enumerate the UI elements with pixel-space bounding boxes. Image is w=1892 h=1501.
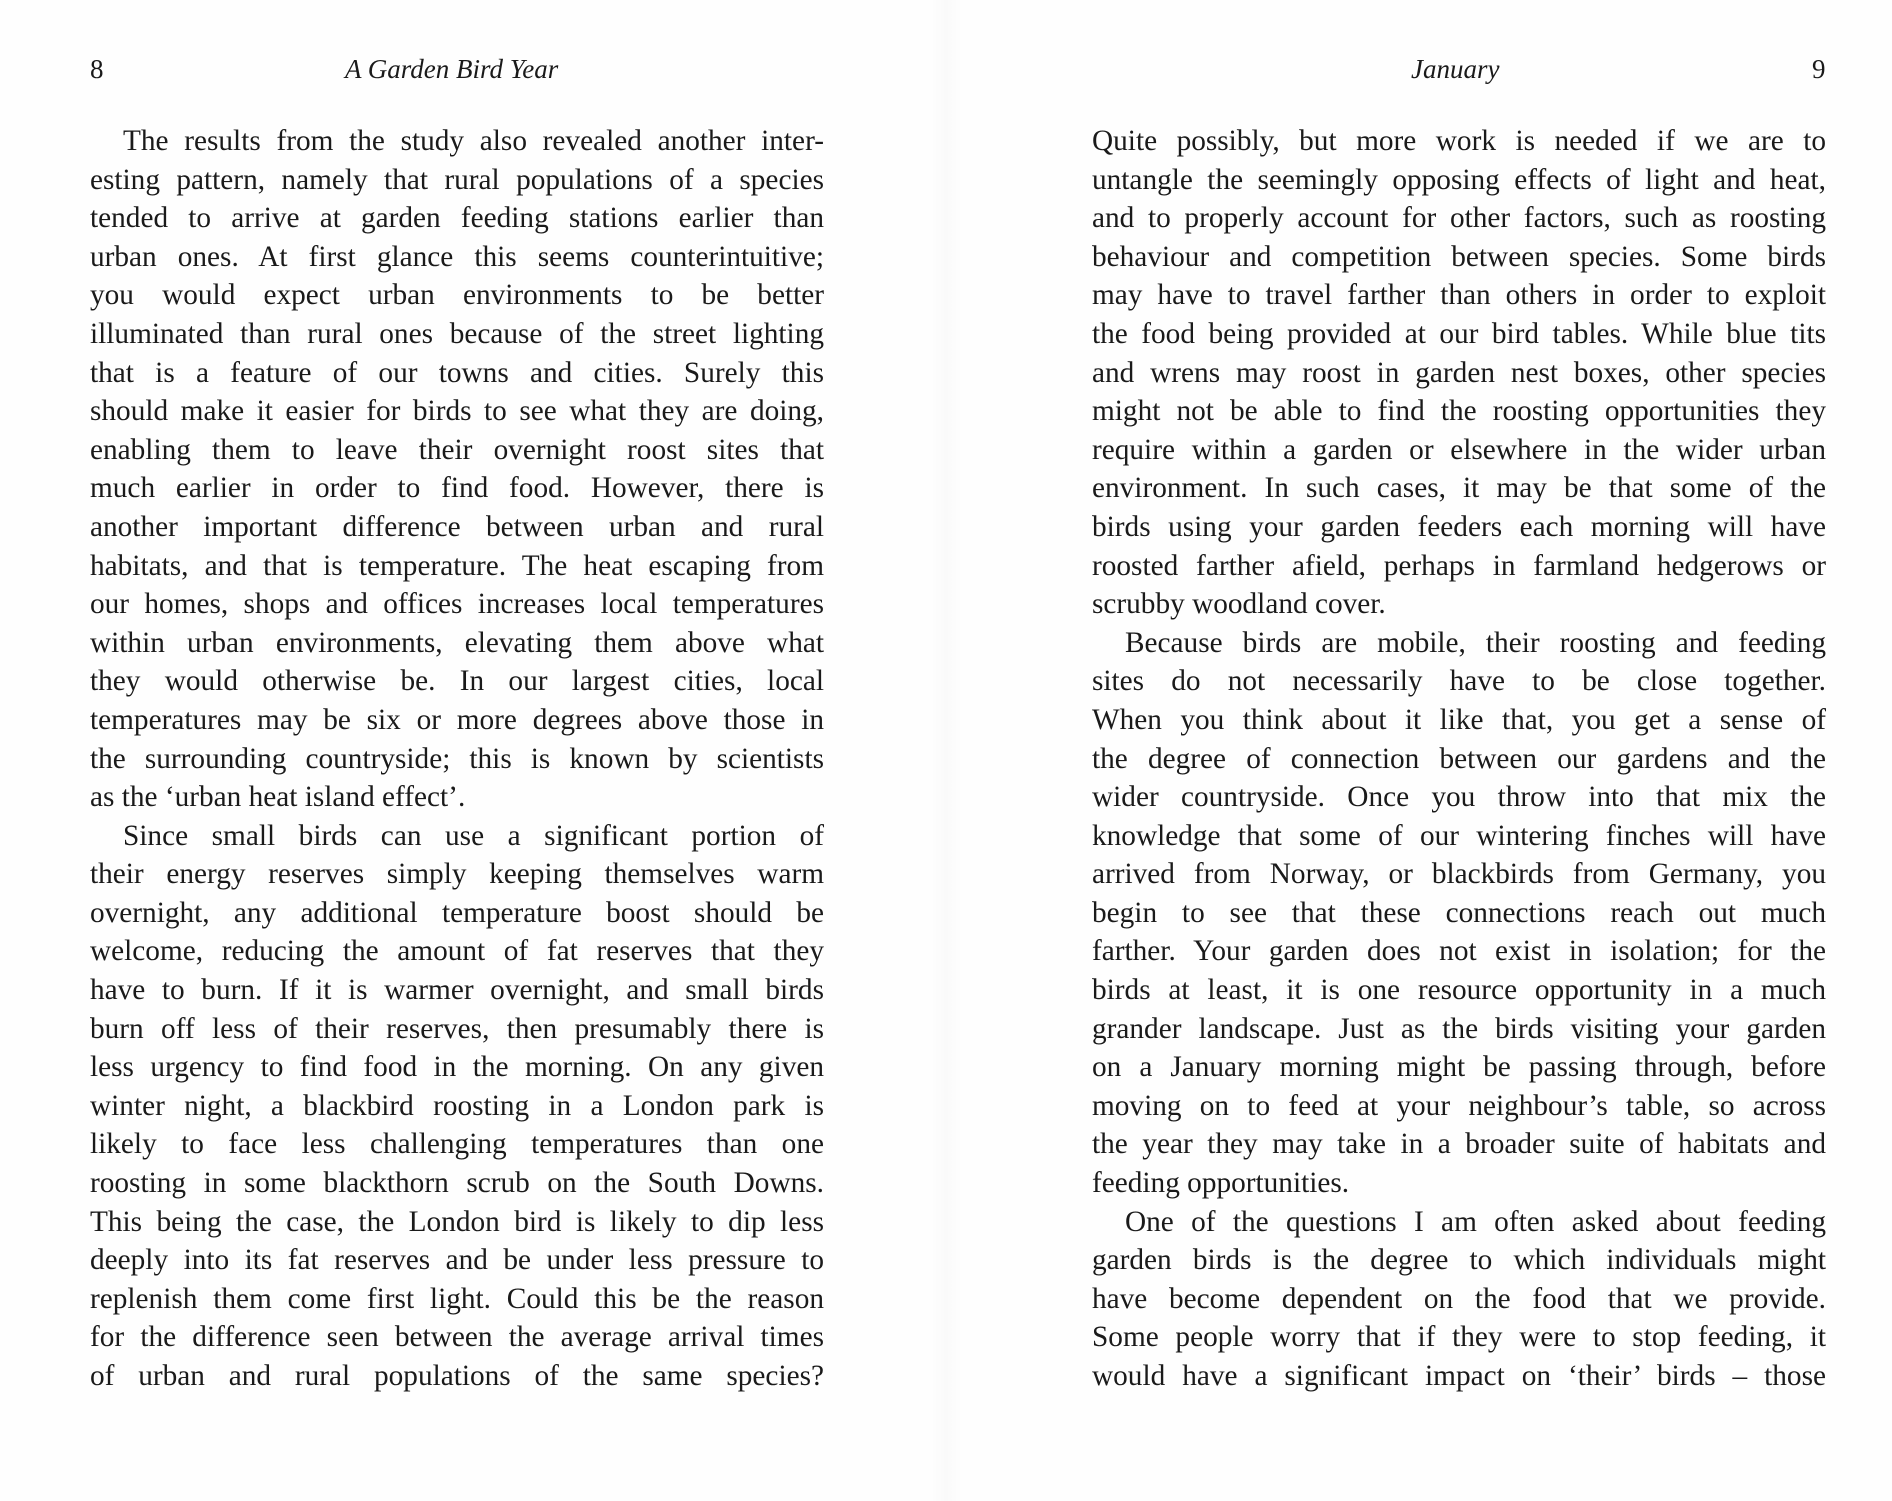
- text-line: behaviour and competition between species. Some birds: [1092, 240, 1826, 273]
- text-line: the degree of connection between our gardens and the: [1092, 742, 1826, 775]
- text-line: the year they may take in a broader suite of habitats and: [1092, 1128, 1826, 1161]
- text-line: illuminated than rural ones because of the street lighting: [90, 317, 824, 350]
- text-line: have to burn. If it is warmer overnight, and small birds: [90, 974, 824, 1007]
- text-line: roosted farther afield, perhaps in farmland hedgerows or: [1092, 549, 1826, 582]
- text-line: esting pattern, namely that rural populations of a species: [90, 163, 824, 196]
- text-line: much earlier in order to find food. However, there is: [90, 472, 824, 505]
- text-line: When you think about it like that, you get a sense of: [1092, 703, 1826, 736]
- text-line: arrived from Norway, or blackbirds from Germany, you: [1092, 858, 1826, 891]
- text-line: overnight, any additional temperature boost should be: [90, 896, 824, 929]
- text-line: for the difference seen between the average arrival times: [90, 1321, 824, 1354]
- text-line: their energy reserves simply keeping themselves warm: [90, 858, 824, 891]
- text-line: Since small birds can use a significant portion of: [123, 819, 824, 852]
- text-line: might not be able to find the roosting opportunities they: [1092, 395, 1826, 428]
- text-line: untangle the seemingly opposing effects of light and heat,: [1092, 163, 1826, 196]
- text-line: and wrens may roost in garden nest boxes, other species: [1092, 356, 1826, 389]
- text-line: should make it easier for birds to see what they are doing,: [90, 395, 824, 428]
- text-line: the surrounding countryside; this is known by scientists: [90, 742, 824, 775]
- text-line: have become dependent on the food that we provide.: [1092, 1282, 1826, 1315]
- text-line: grander landscape. Just as the birds visiting your garden: [1092, 1012, 1826, 1045]
- text-line: habitats, and that is temperature. The heat escaping from: [90, 549, 824, 582]
- text-line: of urban and rural populations of the same species?: [90, 1360, 824, 1392]
- text-line: the food being provided at our bird tables. While blue tits: [1092, 317, 1826, 350]
- right-page-number: 9: [1812, 54, 1826, 84]
- text-line: within urban environments, elevating them above what: [90, 626, 824, 659]
- text-line: farther. Your garden does not exist in isolation; for the: [1092, 935, 1826, 968]
- right-body-text: [1092, 122, 1826, 1396]
- right-page: [946, 0, 1892, 1501]
- text-line: you would expect urban environments to be better: [90, 279, 824, 312]
- text-line: knowledge that some of our wintering finches will have: [1092, 819, 1826, 852]
- text-line: garden birds is the degree to which individuals might: [1092, 1244, 1826, 1277]
- left-page-number: 8: [90, 54, 104, 84]
- left-running-head: A Garden Bird Year: [345, 54, 559, 84]
- left-body-text: [90, 122, 824, 1396]
- text-line: would have a significant impact on ‘their’ birds – those: [1092, 1360, 1826, 1392]
- text-line: Some people worry that if they were to stop feeding, it: [1092, 1321, 1826, 1354]
- text-line: begin to see that these connections reach out much: [1092, 896, 1826, 929]
- text-line: urban ones. At first glance this seems counterintuitive;: [90, 240, 824, 273]
- text-line: another important difference between urban and rural: [90, 510, 824, 543]
- text-line: environment. In such cases, it may be that some of the: [1092, 472, 1826, 505]
- text-line: temperatures may be six or more degrees above those in: [90, 703, 824, 736]
- text-line: birds at least, it is one resource opportunity in a much: [1092, 974, 1826, 1007]
- text-line: they would otherwise be. In our largest cities, local: [90, 665, 824, 698]
- text-line: sites do not necessarily have to be close together.: [1092, 665, 1826, 698]
- text-line: One of the questions I am often asked about feeding: [1125, 1205, 1826, 1238]
- text-line: burn off less of their reserves, then presumably there is: [90, 1012, 824, 1045]
- text-line: This being the case, the London bird is likely to dip less: [90, 1205, 824, 1238]
- text-line: as the ‘urban heat island effect’.: [90, 781, 466, 814]
- text-line: likely to face less challenging temperatures than one: [90, 1128, 824, 1161]
- text-line: deeply into its fat reserves and be under less pressure to: [90, 1244, 824, 1277]
- text-line: Because birds are mobile, their roosting and feeding: [1125, 626, 1826, 659]
- text-line: wider countryside. Once you throw into that mix the: [1092, 781, 1826, 814]
- text-line: scrubby woodland cover.: [1092, 588, 1386, 621]
- text-line: roosting in some blackthorn scrub on the South Downs.: [90, 1167, 824, 1200]
- text-line: our homes, shops and offices increases local temperatures: [90, 588, 824, 621]
- text-line: moving on to feed at your neighbour’s table, so across: [1092, 1089, 1826, 1122]
- text-line: replenish them come first light. Could this be the reason: [90, 1282, 824, 1315]
- text-line: feeding opportunities.: [1092, 1167, 1350, 1200]
- text-line: on a January morning might be passing through, before: [1092, 1051, 1826, 1084]
- text-line: Quite possibly, but more work is needed if we are to: [1092, 125, 1826, 157]
- text-line: that is a feature of our towns and cities. Surely this: [90, 356, 824, 389]
- text-line: require within a garden or elsewhere in the wider urban: [1092, 433, 1826, 466]
- text-line: winter night, a blackbird roosting in a London park is: [90, 1089, 824, 1122]
- text-line: The results from the study also revealed another inter-: [123, 125, 824, 157]
- text-line: tended to arrive at garden feeding stations earlier than: [90, 202, 824, 235]
- text-line: less urgency to find food in the morning. On any given: [90, 1051, 824, 1084]
- text-line: birds using your garden feeders each morning will have: [1092, 510, 1826, 543]
- text-line: and to properly account for other factors, such as roosting: [1092, 202, 1826, 235]
- text-line: may have to travel farther than others in order to exploit: [1092, 279, 1826, 312]
- text-line: enabling them to leave their overnight roost sites that: [90, 433, 824, 466]
- right-running-head: January: [1411, 54, 1500, 84]
- text-line: welcome, reducing the amount of fat reserves that they: [90, 935, 824, 968]
